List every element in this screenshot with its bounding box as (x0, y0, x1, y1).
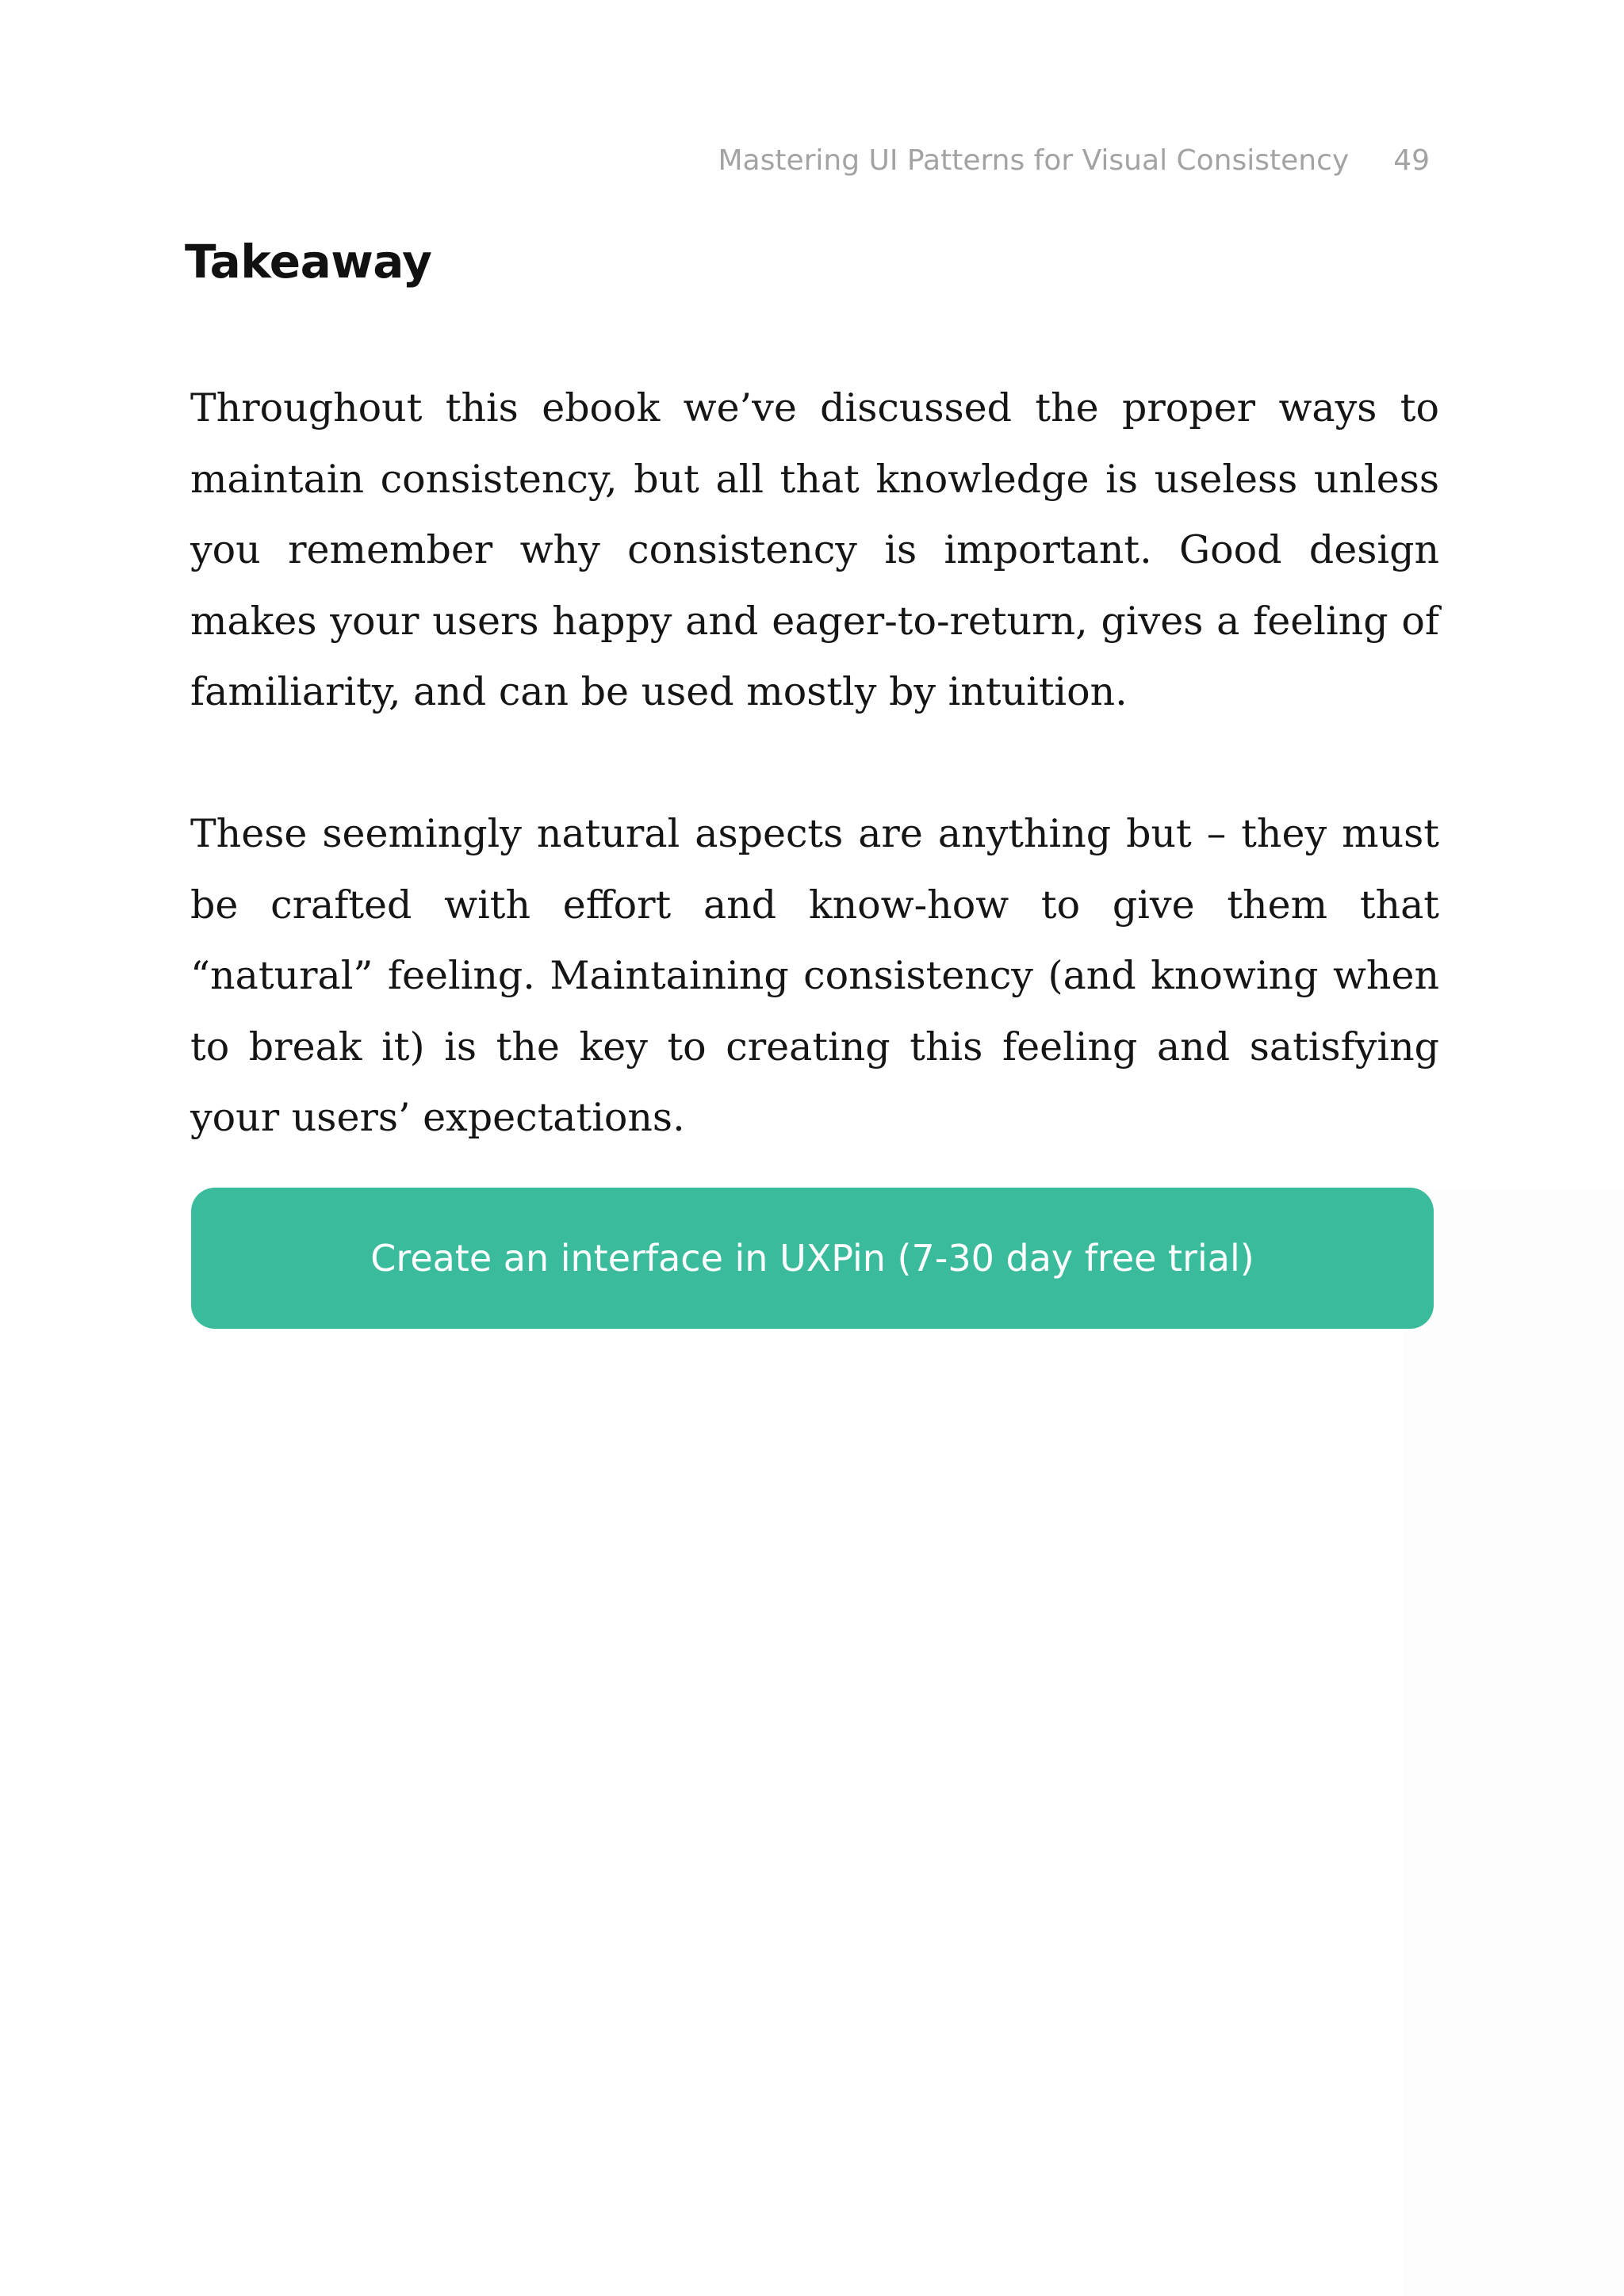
page-edge-shading (1404, 1189, 1624, 2296)
page-number: 49 (1393, 144, 1430, 177)
free-trial-button-label: Create an interface in UXPin (7-30 day free trial) (370, 1237, 1254, 1280)
free-trial-button[interactable] (191, 1188, 1434, 1329)
book-title: Mastering UI Patterns for Visual Consistency (718, 144, 1350, 177)
body-paragraph-1: Throughout this ebook we’ve discussed the proper ways to maintain consistency, but all that knowledge is useless unless you remember why consistency is important. Good design makes your users happy and eager-to-return, gives a feeling of familiarity, and can be used mostly by intuition. (190, 385, 1439, 714)
running-header (718, 144, 1430, 177)
section-heading: Takeaway (185, 235, 432, 289)
body-paragraph-2: These seemingly natural aspects are anything but – they must be crafted with effort and know-how to give them that “natural” feeling. Maintaining consistency (and knowing when to break it) is the key to creating this feeling and satisfying your users’ expectations. (190, 811, 1439, 1140)
